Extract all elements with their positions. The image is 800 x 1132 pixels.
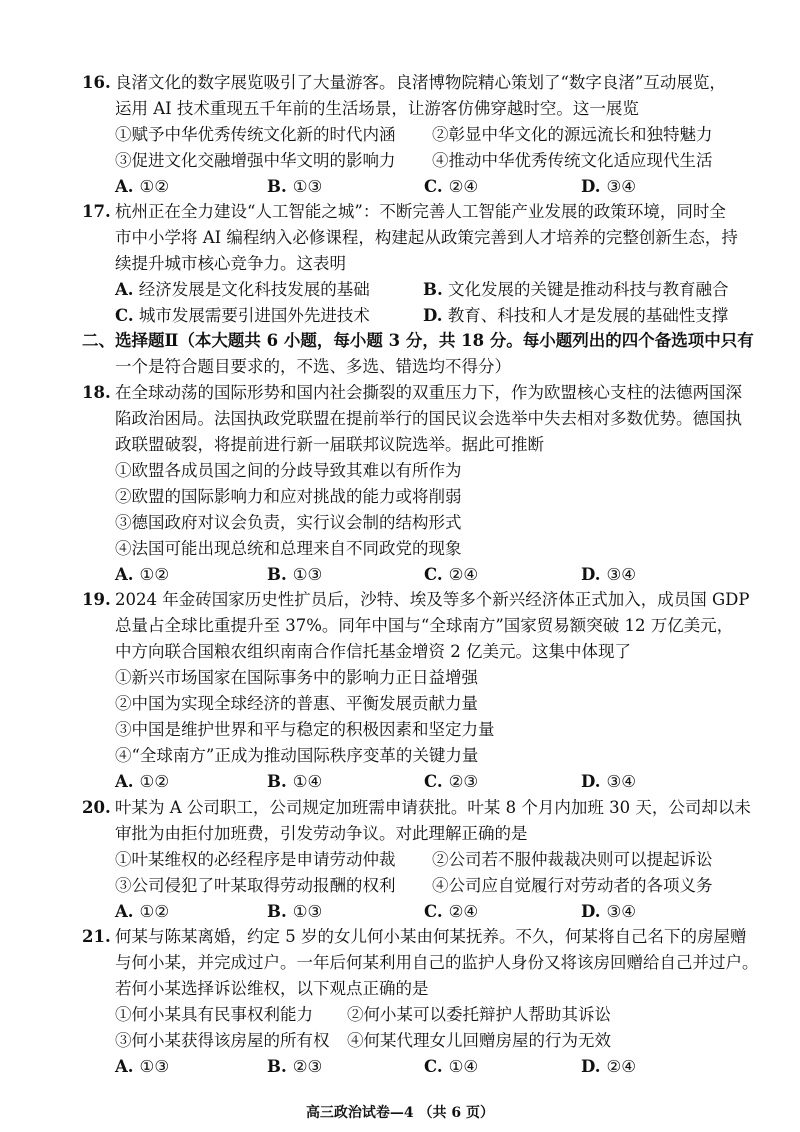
question-text-line: 何某与陈某离婚，约定 5 岁的女儿何小某由何某抚养。不久，何某将自己名下的房屋赠 — [115, 927, 747, 946]
statement-item: ③中国是维护世界和平与稳定的积极因素和坚定力量 — [115, 720, 495, 739]
question-text-line: 审批为由拒付加班费，引发劳动争议。对此理解正确的是 — [115, 824, 528, 843]
answer-option-a[interactable]: A. ①③ — [115, 1057, 170, 1076]
section-instruction-line: 选择题Ⅱ（本大题共 6 小题，每小题 3 分，共 18 分。每小题列出的四个备选项中只有 — [115, 331, 754, 350]
answer-option-b[interactable]: B. ①④ — [267, 772, 323, 791]
statement-item: ②公司若不服仲裁裁决则可以提起诉讼 — [432, 850, 713, 869]
answer-option-b[interactable]: B. ①③ — [267, 902, 323, 921]
statement-item: ①欧盟各成员国之间的分歧导致其难以有所作为 — [115, 461, 462, 480]
statement-item: ②彰显中华文化的源远流长和独特魅力 — [432, 125, 713, 144]
answer-option-d[interactable]: D. 教育、科技和人才是发展的基础性支撑 — [423, 306, 729, 325]
answer-option-d[interactable]: D. ③④ — [581, 565, 637, 584]
question-number: 17. — [82, 202, 111, 221]
statement-item: ①赋予中华优秀传统文化新的时代内涵 — [115, 125, 396, 144]
answer-options — [115, 901, 735, 923]
question-text-line: 陷政治困局。法国执政党联盟在提前举行的国民议会选举中失去相对多数优势。德国执 — [115, 409, 742, 428]
statement-item: ②欧盟的国际影响力和应对挑战的能力或将削弱 — [115, 487, 462, 506]
answer-options — [115, 176, 735, 198]
question-number: 18. — [82, 383, 111, 402]
question-number: 16. — [82, 73, 111, 92]
statement-item: ①新兴市场国家在国际事务中的影响力正日益增强 — [115, 668, 478, 687]
answer-option-c[interactable]: C. ②④ — [424, 902, 479, 921]
question-text-line: 续提升城市核心竞争力。这表明 — [115, 254, 346, 273]
statement-item: ②何小某可以委托辩护人帮助其诉讼 — [347, 1005, 611, 1024]
question-text-line: 在全球动荡的国际形势和国内社会撕裂的双重压力下，作为欧盟核心支柱的法德两国深 — [115, 383, 742, 402]
answer-option-a[interactable]: A. 经济发展是文化科技发展的基础 — [115, 280, 370, 299]
question-text-line: 良渚文化的数字展览吸引了大量游客。良渚博物院精心策划了“数字良渚”互动展览， — [115, 73, 726, 92]
statement-item: ③促进文化交融增强中华文明的影响力 — [115, 151, 396, 170]
answer-option-d[interactable]: D. ③④ — [581, 772, 637, 791]
answer-option-c[interactable]: C. ②④ — [424, 565, 479, 584]
section-instruction-line: 一个是符合题目要求的，不选、多选、错选均不得分） — [115, 357, 511, 376]
statement-item: ④何某代理女儿回赠房屋的行为无效 — [347, 1031, 611, 1050]
answer-option-a[interactable]: A. ①② — [115, 772, 170, 791]
statement-item: ③何小某获得该房屋的所有权 — [115, 1031, 330, 1050]
answer-option-d[interactable]: D. ③④ — [581, 177, 637, 196]
statement-item: ④推动中华优秀传统文化适应现代生活 — [432, 151, 713, 170]
question-text-line: 运用 AI 技术重现五千年前的生活场景，让游客仿佛穿越时空。这一展览 — [115, 99, 639, 118]
question-text-line: 政联盟破裂，将提前进行新一届联邦议院选举。据此可推断 — [115, 435, 544, 454]
question-text-line: 与何小某，并完成过户。一年后何某利用自己的监护人身份又将该房回赠给自己并过户。 — [115, 953, 759, 972]
question-text-line: 市中小学将 AI 编程纳入必修课程，构建起从政策完善到人才培养的完整创新生态，持 — [115, 228, 738, 247]
answer-option-d[interactable]: D. ②④ — [581, 1057, 637, 1076]
answer-option-d[interactable]: D. ③④ — [581, 902, 637, 921]
answer-option-a[interactable]: A. ①② — [115, 177, 170, 196]
answer-option-b[interactable]: B. 文化发展的关键是推动科技与教育融合 — [423, 280, 729, 299]
statement-item: ④“全球南方”正成为推动国际秩序变革的关键力量 — [115, 746, 479, 765]
question-number: 20. — [82, 798, 111, 817]
question-text-line: 总量占全球比重提升至 37%。同年中国与“全球南方”国家贸易额突破 12 万亿美元， — [115, 616, 734, 635]
answer-option-a[interactable]: A. ①② — [115, 902, 170, 921]
statement-item: ①叶某维权的必经程序是申请劳动仲裁 — [115, 850, 396, 869]
answer-option-c[interactable]: C. ①④ — [424, 1057, 479, 1076]
statement-item: ①何小某具有民事权利能力 — [115, 1005, 313, 1024]
answer-options — [115, 564, 735, 586]
answer-option-b[interactable]: B. ①③ — [267, 565, 323, 584]
answer-options — [115, 771, 735, 793]
section-number: 二、 — [82, 331, 115, 350]
answer-option-c[interactable]: C. 城市发展需要引进国外先进技术 — [115, 306, 370, 325]
question-number: 19. — [82, 590, 111, 609]
question-text-line: 2024 年金砖国家历史性扩员后，沙特、埃及等多个新兴经济体正式加入，成员国 GDP — [115, 590, 750, 609]
statement-item: ④公司应自觉履行对劳动者的各项义务 — [432, 876, 713, 895]
question-text-line: 叶某为 A 公司职工，公司规定加班需申请获批。叶某 8 个月内加班 30 天，公司却以未 — [115, 798, 751, 817]
statement-item: ③德国政府对议会负责，实行议会制的结构形式 — [115, 513, 462, 532]
answer-option-a[interactable]: A. ①② — [115, 565, 170, 584]
answer-option-b[interactable]: B. ①③ — [267, 177, 323, 196]
statement-item: ②中国为实现全球经济的普惠、平衡发展贡献力量 — [115, 694, 478, 713]
answer-option-b[interactable]: B. ②③ — [267, 1057, 323, 1076]
question-text-line: 中方向联合国粮农组织南南合作信托基金增资 2 亿美元。这集中体现了 — [115, 642, 631, 661]
statement-item: ③公司侵犯了叶某取得劳动报酬的权利 — [115, 876, 396, 895]
answer-option-c[interactable]: C. ②③ — [424, 772, 479, 791]
statement-item: ④法国可能出现总统和总理来自不同政党的现象 — [115, 539, 462, 558]
question-text-line: 若何小某选择诉讼维权，以下观点正确的是 — [115, 979, 429, 998]
question-text-line: 杭州正在全力建设“人工智能之城”：不断完善人工智能产业发展的政策环境，同时全 — [115, 202, 726, 221]
page-footer: 高三政治试卷—4 （共 6 页） — [305, 1105, 495, 1121]
answer-options — [115, 1056, 735, 1078]
question-number: 21. — [82, 927, 111, 946]
answer-option-c[interactable]: C. ②④ — [424, 177, 479, 196]
